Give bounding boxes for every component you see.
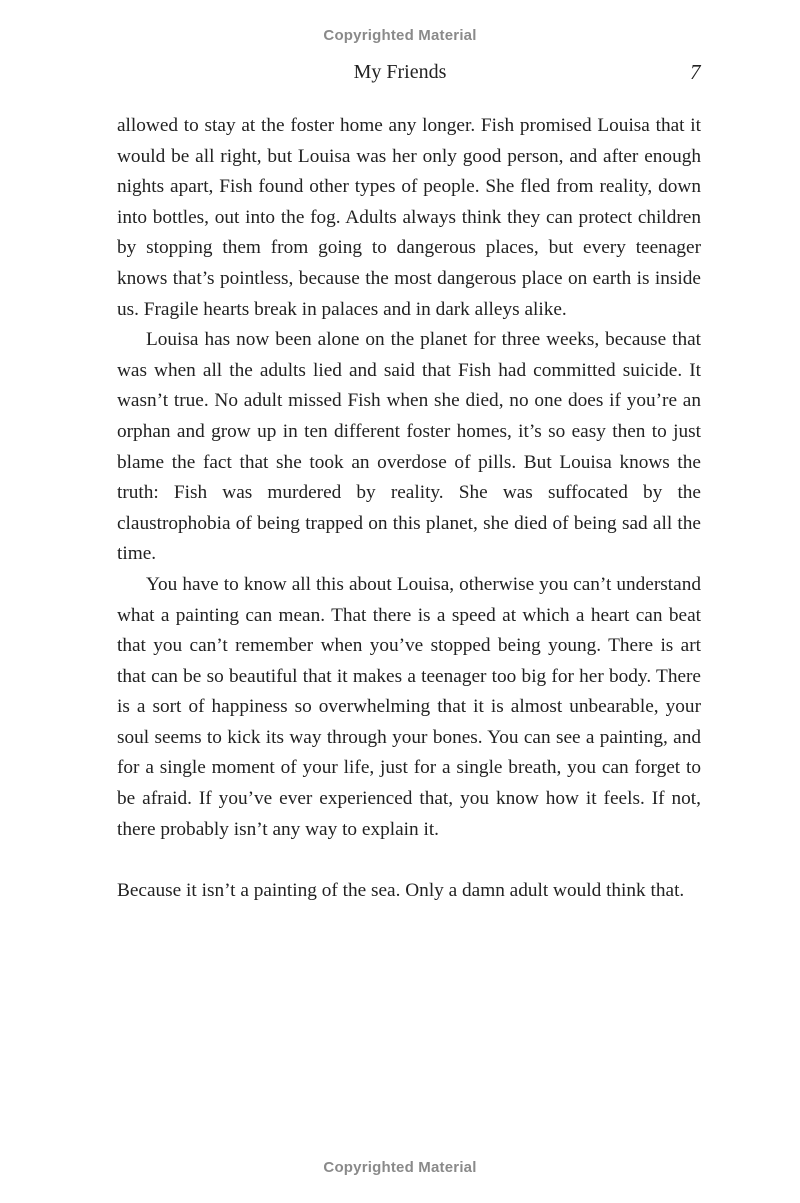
running-title: My Friends (353, 61, 447, 83)
copyright-watermark-bottom: Copyrighted Material (323, 1159, 477, 1176)
paragraph-3: You have to know all this about Louisa, otherwise you can’t understand what a painting can mean. That there is a speed at which a heart can beat that you can’t remember when you’ve stopped being young. There is art that can be so beautiful that it makes a teenager too big for her body. There is a sort of happiness so overwhelming that it is almost unbearable, your soul seems to kick its way through your bones. You can see a painting, and for a single moment of your life, just for a single breath, you can forget to be afraid. If you’ve ever experienced that, you know how it feels. If not, there probably isn’t any way to explain it. (117, 573, 701, 840)
paragraph-4: Because it isn’t a painting of the sea. Only a damn adult would think that. (117, 879, 685, 901)
paragraph-2: Louisa has now been alone on the planet for three weeks, because that was when all the adults lied and said that Fish had committed suicide. It wasn’t true. No adult missed Fish when she died, no one does if you’re an orphan and grow up in ten different foster homes, it’s so easy then to just blame the fact that she took an overdose of pills. But Louisa knows the truth: Fish was murdered by reality. She was suffocated by the claustrophobia of being trapped on this planet, she died of being sad all the time. (117, 329, 701, 565)
paragraph-1: allowed to stay at the foster home any longer. Fish promised Louisa that it would be all right, but Louisa was her only good person, and after enough nights apart, Fish found other types of people. She fled from reality, down into bottles, out into the fog. Adults always think they can protect children by stopping them from going to dangerous places, but every teenager knows that’s pointless, because the most dangerous place on earth is inside us. Fragile hearts break in palaces and in dark alleys alike. (117, 115, 701, 320)
page-body (117, 111, 701, 906)
page-number: 7 (690, 60, 701, 84)
copyright-watermark-top: Copyrighted Material (323, 27, 477, 44)
